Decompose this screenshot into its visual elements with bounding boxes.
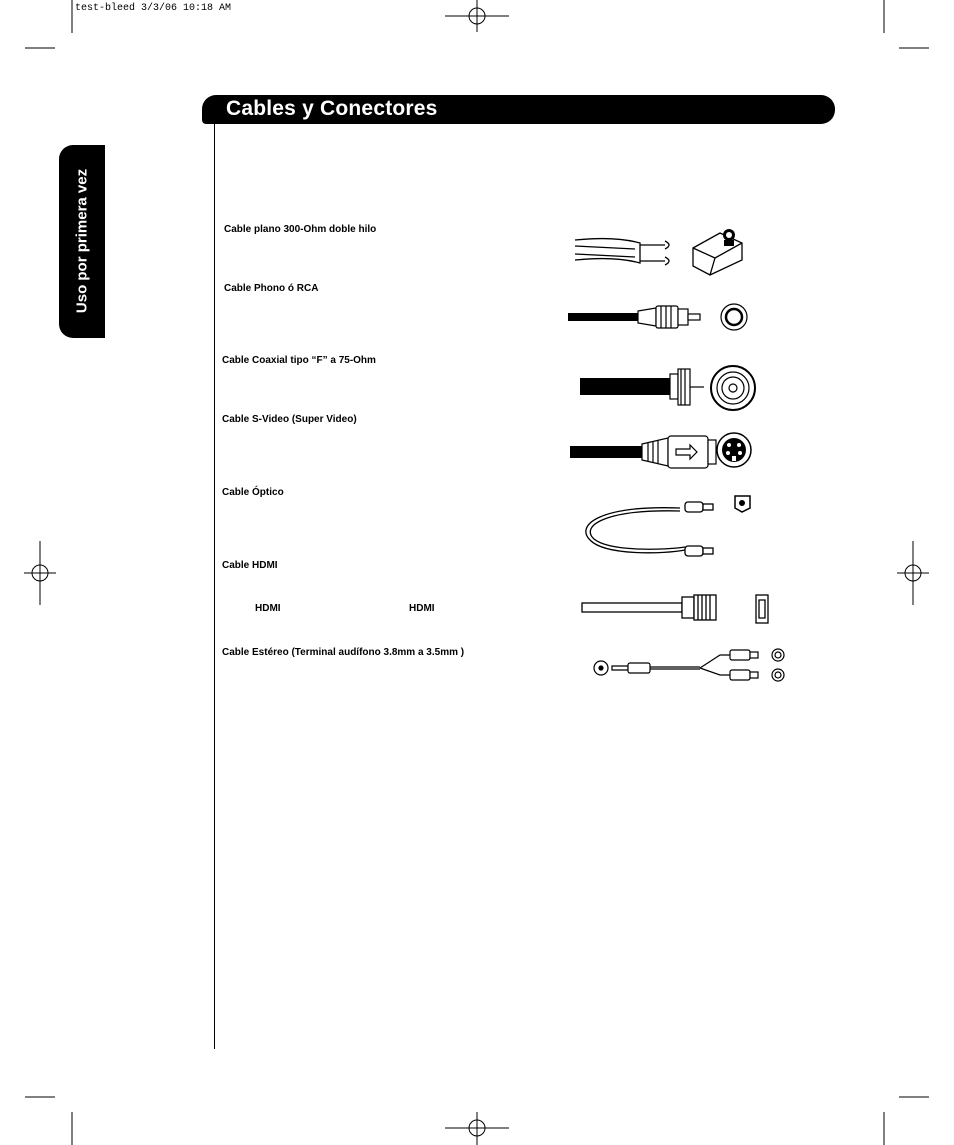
cable-label-stereo: Cable Estéreo (Terminal audífono 3.8mm a 3.5mm ) (222, 647, 465, 658)
print-slug: test-bleed 3/3/06 10:18 AM (75, 3, 232, 14)
cable-label-twin-lead: Cable plano 300-Ohm doble hilo (224, 224, 377, 235)
coaxial-cable-illustration (578, 365, 760, 415)
hdmi-end-label-right: HDMI (409, 603, 435, 614)
page-title: Cables y Conectores (226, 97, 438, 120)
optical-cable-illustration (580, 490, 760, 565)
svideo-cable-illustration (568, 430, 754, 472)
hdmi-cable-illustration (580, 592, 780, 626)
side-tab-label: Uso por primera vez (73, 168, 91, 314)
cable-label-svideo: Cable S-Video (Super Video) (222, 414, 357, 425)
cable-label-coaxial: Cable Coaxial tipo “F” a 75-Ohm (222, 355, 376, 366)
cable-label-hdmi: Cable HDMI (222, 560, 278, 571)
cable-label-optical: Cable Óptico (222, 487, 284, 498)
twin-lead-cable-illustration (570, 218, 770, 283)
rca-cable-illustration (566, 300, 756, 335)
margin-rule (214, 124, 215, 1049)
hdmi-end-label-left: HDMI (255, 603, 281, 614)
stereo-cable-illustration (590, 645, 790, 687)
cable-label-rca: Cable Phono ó RCA (224, 283, 319, 294)
